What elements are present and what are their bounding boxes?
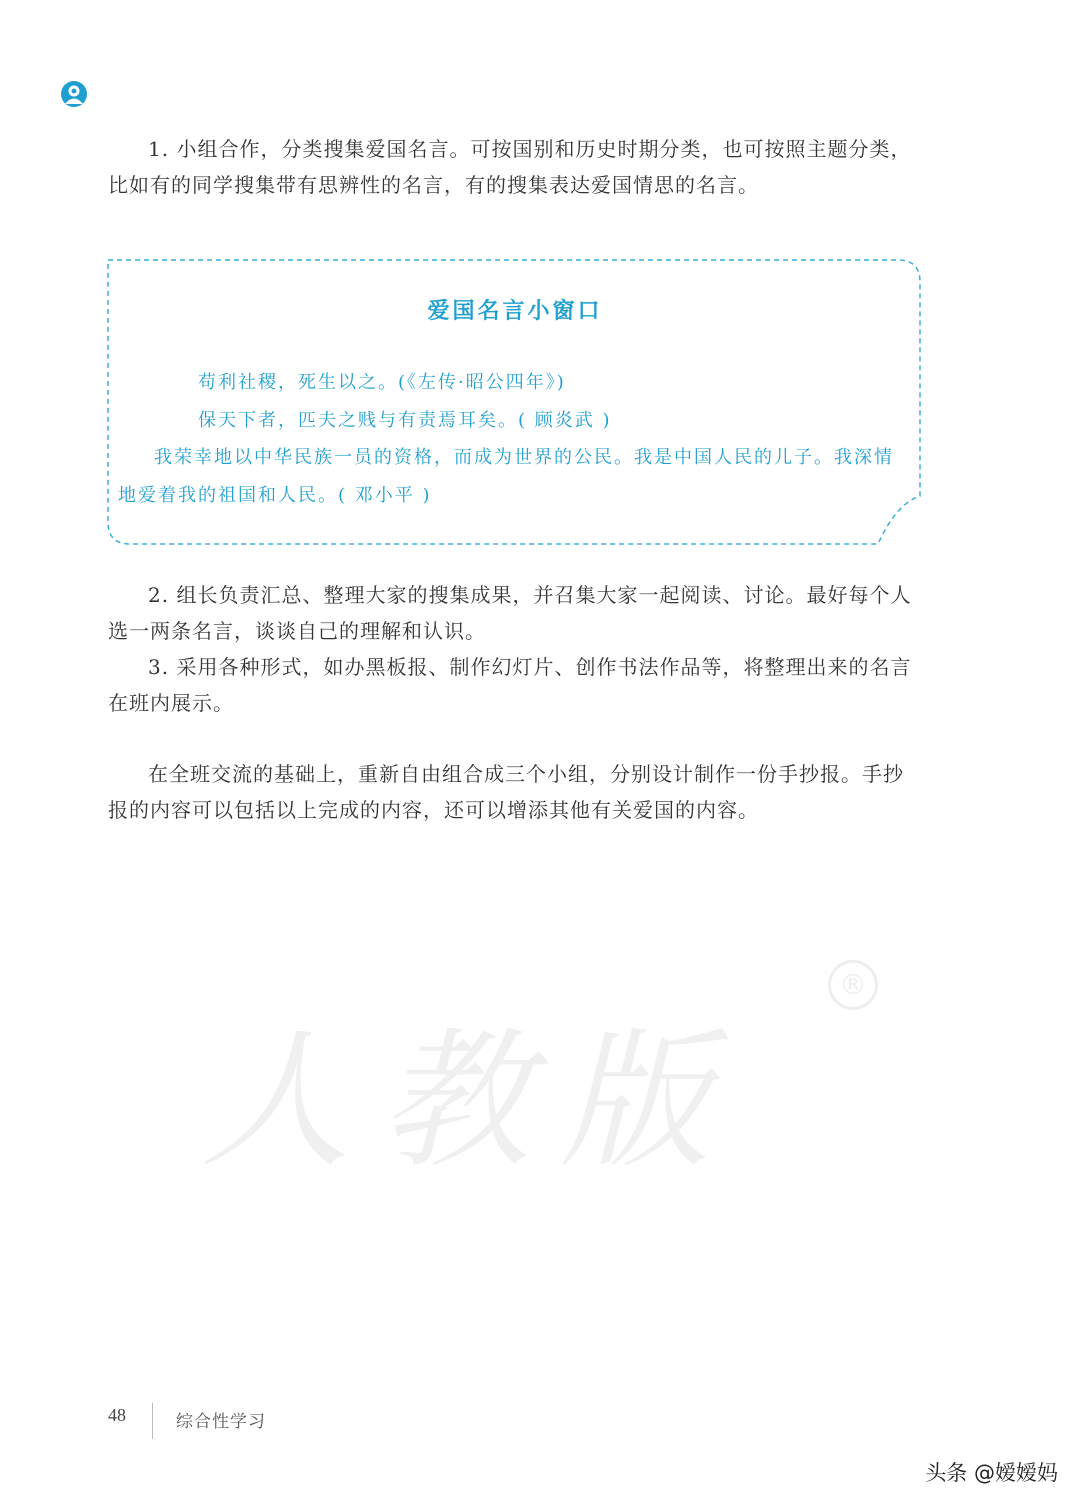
- source-watermark: 头条 @嫒嫒妈: [925, 1461, 1058, 1485]
- activity-paragraph: 在全班交流的基础上，重新自由组合成三个小组，分别设计制作一份手抄报。手抄报的内容可以包括以上完成的内容，还可以增添其他有关爱国的内容。: [108, 762, 904, 822]
- watermark-text: 人教版: [200, 1015, 741, 1189]
- instruction-paragraph-3: 3. 采用各种形式，如办黑板报、制作幻灯片、创作书法作品等，将整理出来的名言在班内展示。: [108, 655, 912, 715]
- page-number: 48: [108, 1405, 126, 1425]
- quote-item: 保天下者，匹夫之贱与有责焉耳矣。( 顾炎武 ): [198, 409, 612, 431]
- footer-section-title: 综合性学习: [176, 1412, 266, 1432]
- instruction-paragraph-1: 1. 小组合作，分类搜集爱国名言。可按国别和历史时期分类，也可按照主题分类，比如有的同学搜集带有思辨性的名言，有的搜集表达爱国情思的名言。: [108, 137, 912, 197]
- quote-item: 苟利社稷，死生以之。(《左传·昭公四年》): [198, 372, 566, 393]
- quote-list: [118, 364, 902, 514]
- registered-mark: ®: [828, 960, 878, 1010]
- quote-item: 我荣幸地以中华民族一员的资格，而成为世界的公民。我是中国人民的儿子。我深情地爱着我的祖国和人民。( 邓小平 ): [118, 447, 894, 506]
- publisher-watermark: [200, 960, 900, 1189]
- footer-divider: [152, 1403, 153, 1439]
- patriotic-quotes-box: [106, 258, 924, 546]
- quote-box-title: 爱国名言小窗口: [427, 298, 603, 324]
- instruction-paragraph-2: 2. 组长负责汇总、整理大家的搜集成果，并召集大家一起阅读、讨论。最好每个人选一两条名言，谈谈自己的理解和认识。: [108, 583, 912, 643]
- section-marker-icon: [60, 80, 88, 108]
